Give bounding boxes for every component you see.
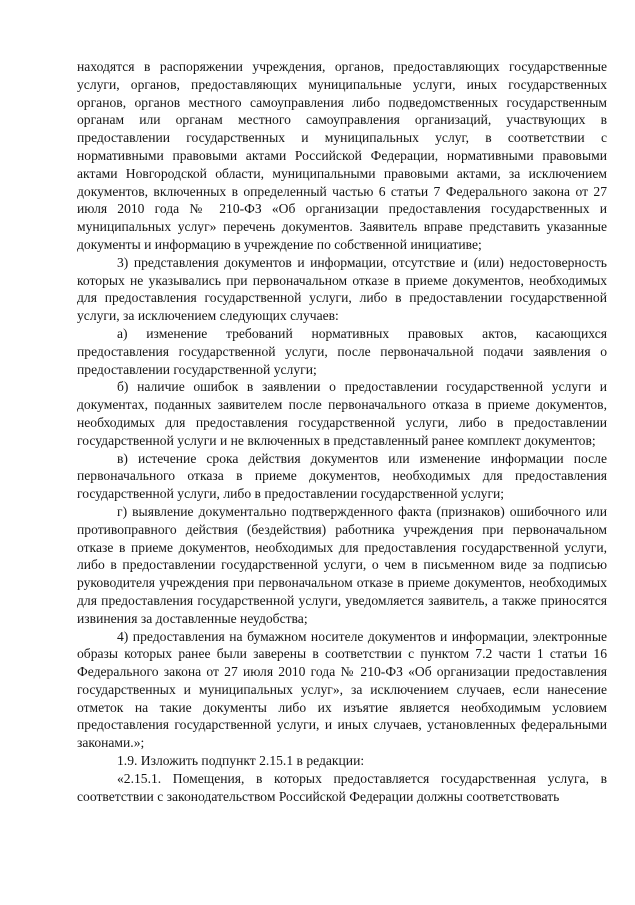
paragraph-item-1-9: 1.9. Изложить подпункт 2.15.1 в редакции: bbox=[117, 753, 365, 769]
paragraph-item-2-15-1: «2.15.1. Помещения, в которых предоставляется государственная услуга, в соответствии с законодательством Российской Федерации должны соответствовать bbox=[77, 770, 607, 804]
paragraph-item-3b: б) наличие ошибок в заявлении о предоставлении государственной услуги и документах, поданных заявителем после первоначального отказа в приеме документов, необходимых для предоставления государственной услуги, либо в предоставлении государственной услуги и не включенных в представленный ранее комплект документов; bbox=[77, 379, 607, 448]
paragraph-continuation: находятся в распоряжении учреждения, органов, предоставляющих государственные услуги, органов, предоставляющих муниципальные услуги, иных государственных органов, органов местного самоуправления либо подведомственных государственным органам или органам местного самоуправления организаций, участвующих в предоставлении государственных и муниципальных услуг, в соответствии с нормативными правовыми актами Российской Федерации, нормативными правовыми актами Новгородской области, муниципальными правовыми актами, за исключением документов, включенных в определенный частью 6 статьи 7 Федерального закона от 27 июля 2010 года № 210-ФЗ «Об организации предоставления государственных и муниципальных услуг» перечень документов. Заявитель вправе представить указанные документы и информацию в учреждение по собственной инициативе; bbox=[77, 59, 607, 252]
paragraph-item-3a: а) изменение требований нормативных правовых актов, касающихся предоставления государственной услуги, после первоначальной подачи заявления о предоставлении государственной услуги; bbox=[77, 325, 607, 377]
document-page bbox=[77, 58, 607, 805]
paragraph-item-3: 3) представления документов и информации, отсутствие и (или) недостоверность которых не указывались при первоначальном отказе в приеме документов, необходимых для предоставления государственной услуги, либо в предоставлении государственной услуги, за исключением следующих случаев: bbox=[77, 254, 607, 324]
paragraph-item-3v: в) истечение срока действия документов или изменение информации после первоначального отказа в приеме документов, необходимых для предоставления государственной услуги, либо в предоставлении государственной услуги; bbox=[77, 450, 607, 502]
paragraph-item-3g: г) выявление документально подтвержденного факта (признаков) ошибочного или противоправного действия (бездействия) работника учреждения при первоначальном отказе в приеме документов, необходимых для предоставления государственной услуги, либо в предоставлении государственной услуги, о чем в письменном виде за подписью руководителя учреждения при первоначальном отказе в приеме документов, необходимых для предоставления государственной услуги, уведомляется заявитель, а также приносятся извинения за доставленные неудобства; bbox=[77, 503, 607, 626]
paragraph-item-4: 4) предоставления на бумажном носителе документов и информации, электронные образы которых ранее были заверены в соответствии с пунктом 7.2 части 1 статьи 16 Федерального закона от 27 июля 2010 года № 210-ФЗ «Об организации предоставления государственных и муниципальных услуг», за исключением случаев, если нанесение отметок на такие документы либо их изъятие является необходимым условием предоставления государственной услуги, и иных случаев, установленных федеральными законами.»; bbox=[77, 628, 607, 751]
